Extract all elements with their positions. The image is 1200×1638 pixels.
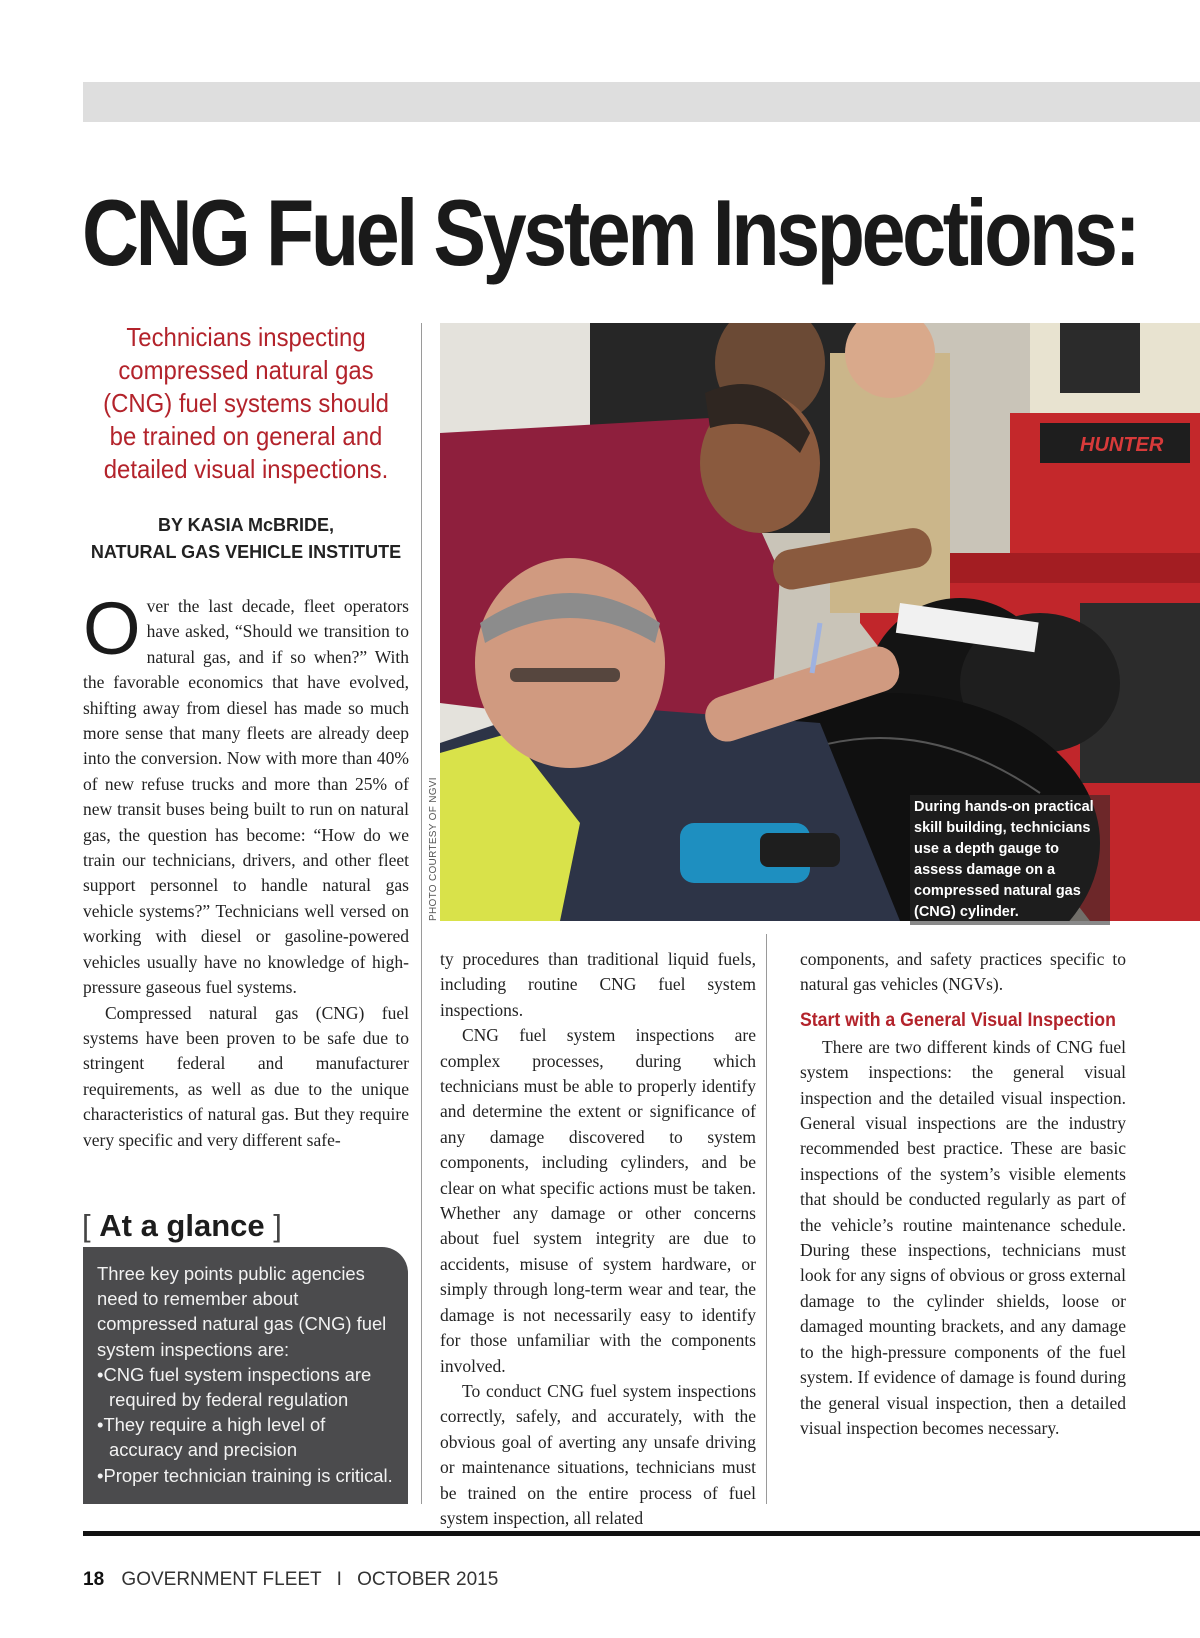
paragraph: Compressed natural gas (CNG) fuel systems have been proven to be safe due to stringent federal and manufacturer requirements, as well as due to the unique characteristics of natural gas. But they require very specific and very different safe- (83, 1002, 409, 1150)
page-number: 18 (83, 1569, 105, 1590)
glance-bullet: • CNG fuel system inspections are required by federal regulation (97, 1362, 394, 1412)
footer-rule (83, 1531, 1200, 1536)
paragraph: Over the last decade, fleet operators have asked, “Should we transition to natural gas, and if so when?” With the favorable economics that have evolved, shifting away from diesel has made so much more sense that many fleets are already deep into the conversion. Now with more than 40% of new refuse trucks and more than 25% of new transit buses being built to run on natural gas, the question has become: “How do we train our technicians, drivers, and other fleet support personnel to handle natural gas vehicle systems?” Technicians well versed on working with diesel or gasoline-powered vehicles usually have no knowledge of high-pressure gaseous fuel systems. (83, 587, 409, 998)
hunter-logo: HUNTER (1080, 434, 1164, 456)
at-a-glance-heading: [ At a glance ] (82, 1208, 282, 1243)
byline (82, 512, 410, 566)
column-divider (766, 934, 767, 1504)
footer-separator: I (336, 1569, 342, 1590)
byline-affiliation: NATURAL GAS VEHICLE INSTITUTE (90, 542, 402, 562)
column-1 (83, 587, 409, 1153)
paragraph: components, and safety practices specific to natural gas vehicles (NGVs). (800, 949, 1126, 995)
drop-cap: O (83, 587, 141, 670)
page-title: CNG Fuel System Inspections: (82, 180, 1138, 285)
paragraph: There are two different kinds of CNG fuel system inspections: the general visual inspection and the detailed visual inspection. General visual inspections are the industry recommended best practice. These are basic inspections of the system’s visible elements that should be conducted regularly as part of the vehicle’s routine maintenance schedule. During these inspections, technicians must look for any signs of obvious or gross external damage to the cylinder shields, loose or damaged mounting brackets, and any damage to the high-pressure components of the fuel system. If evidence of damage is found during the general visual inspection, then a detailed visual inspection becomes necessary. (800, 1036, 1126, 1438)
glance-bullet: • They require a high level of accuracy and precision (97, 1412, 394, 1462)
byline-author: BY KASIA McBRIDE, (157, 515, 335, 535)
at-a-glance-box (83, 1247, 408, 1504)
publication-name: GOVERNMENT FLEET (121, 1569, 322, 1590)
paragraph: ty procedures than traditional liquid fuels, including routine CNG fuel system inspections. (440, 949, 756, 1020)
glance-list (97, 1362, 394, 1488)
deck-subtitle: Technicians inspecting compressed natural gas (CNG) fuel systems should be trained on general and detailed visual inspections. (103, 322, 389, 484)
photo-caption: During hands-on practical skill building, technicians use a depth gauge to assess damage on a compressed natural gas (CNG) cylinder. (910, 795, 1110, 925)
glance-bullet: • Proper technician training is critical. (97, 1463, 394, 1488)
photo-credit: PHOTO COURTESY OF NGVI (428, 777, 439, 921)
paragraph: CNG fuel system inspections are complex processes, during which technicians must be able to properly identify and determine the extent or significance of any damage discovered to system components, including cylinders, and be clear on what specific actions must be taken. Whether any damage or other concerns about fuel system integrity are due to accidents, misuse of system hardware, or simply through long-term wear and tear, the damage is not necessarily easy to identify for those unfamiliar with the components involved. (440, 1025, 756, 1376)
issue-date: OCTOBER 2015 (357, 1569, 499, 1590)
column-divider (421, 323, 422, 1504)
paragraph: To conduct CNG fuel system inspections correctly, safely, and accurately, with the obvious goal of averting any unsafe driving or maintenance situations, technicians must be trained on the entire process of fuel system inspection, all related (440, 1380, 756, 1528)
page-footer (83, 1569, 498, 1591)
glance-intro: Three key points public agencies need to remember about compressed natural gas (CNG) fuel system inspections are: (97, 1263, 387, 1360)
section-subhead: Start with a General Visual Inspection (800, 1009, 1116, 1031)
column-3 (800, 947, 1126, 1441)
column-2 (440, 947, 756, 1531)
top-gray-bar (83, 82, 1200, 122)
